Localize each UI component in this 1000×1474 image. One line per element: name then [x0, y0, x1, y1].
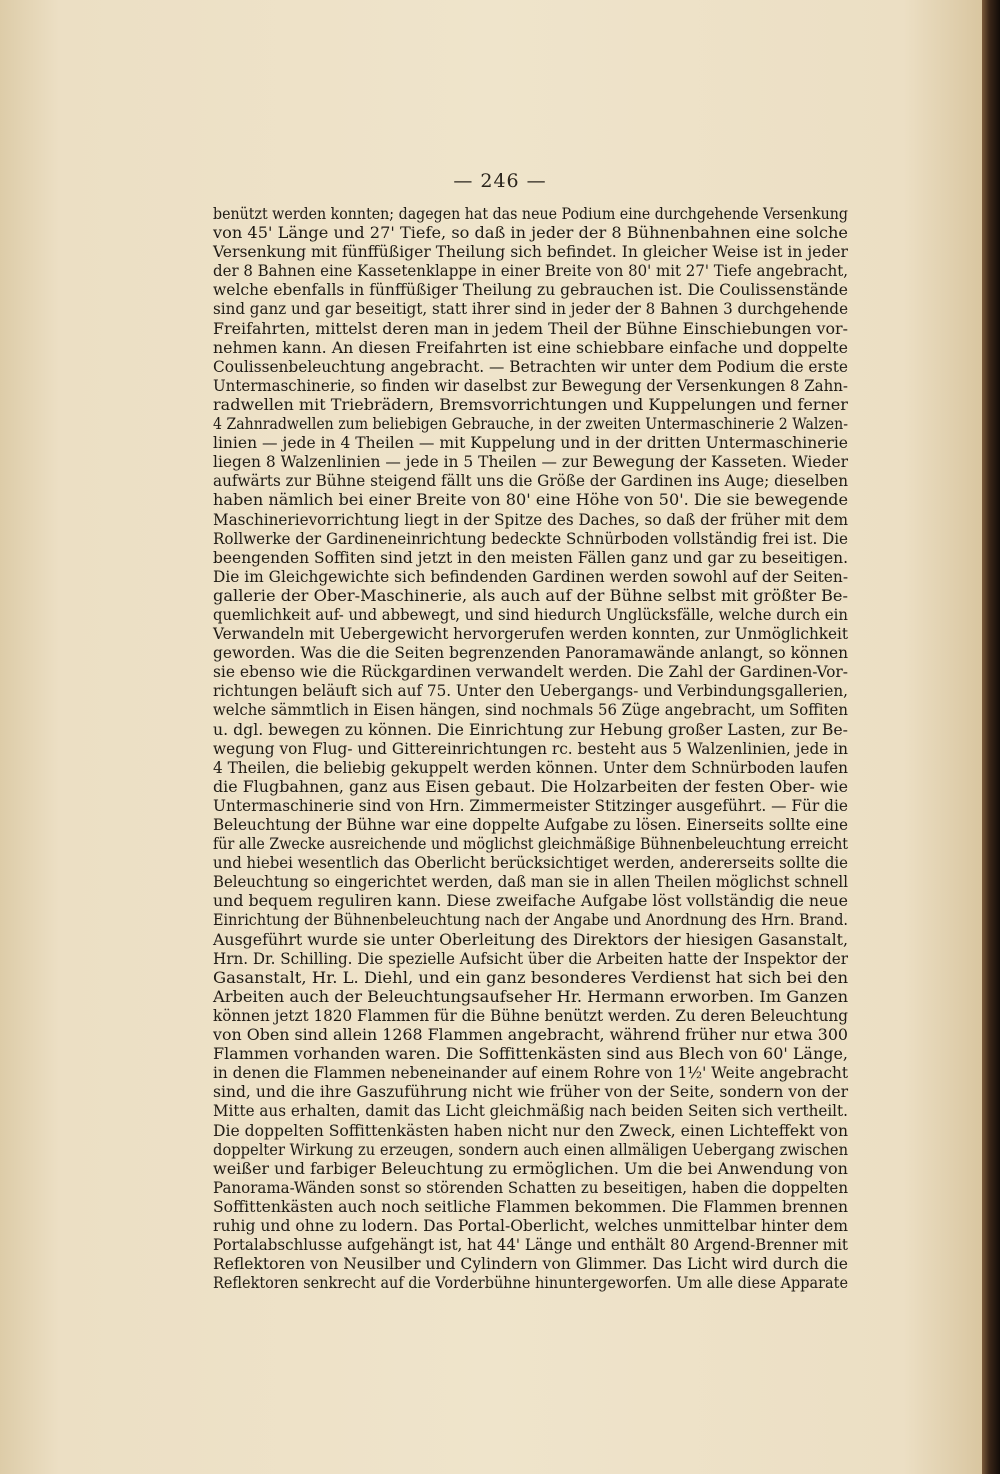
text-line: Die im Gleichgewichte sich befindenden Gardinen werden sowohl auf der Seiten- — [213, 566, 849, 586]
text-line: geworden. Was die die Seiten begrenzenden Panoramawände anlangt, so können — [213, 643, 849, 663]
text-line: welche ebenfalls in fünffüßiger Theilung zu gebrauchen ist. Die Coulissenständе — [213, 280, 848, 300]
text-line: Untermaschinerie sind von Hrn. Zimmermeister Stitzinger ausgeführt. — Für die — [213, 795, 849, 815]
text-line: Verwandeln mit Uebergewicht hervorgerufen werden konnten, zur Unmöglichkeit — [213, 624, 848, 644]
text-line: die Flugbahnen, ganz aus Eisen gebaut. Die Holzarbeiten der festen Ober- wie — [213, 776, 848, 796]
text-line: Freifahrten, mittelst deren man in jedem Theil der Bühne Einschiebungen vor- — [213, 318, 849, 338]
text-line: Beleuchtung der Bühne war eine doppelte Aufgabe zu lösen. Einerseits sollte eine — [213, 815, 849, 834]
text-line: Beleuchtung so eingerichtet werden, daß man sie in allen Theilen möglichst schnell — [213, 872, 848, 892]
text-line: Rollwerke der Gardineneinrichtung bedeckte Schnürboden vollständig frei ist. Die — [213, 528, 849, 548]
text-line: sind ganz und gar beseitigt, statt ihrer sind in jeder der 8 Bahnen 3 durchgehende — [213, 299, 849, 319]
text-line: Reflektoren senkrecht auf die Vorderbühne hinuntergeworfen. Um alle diese Apparate — [213, 1273, 849, 1293]
text-line: in denen die Flammen nebeneinander auf einem Rohre von 1½' Weite angebracht — [213, 1063, 848, 1083]
text-line: Panorama-Wänden sonst so störenden Schatten zu beseitigen, haben die doppelten — [213, 1177, 849, 1197]
text-line: Portalabschlusse aufgehängt ist, hat 44' Länge und enthält 80 Argend-Brenner mit — [213, 1235, 849, 1255]
text-line: Versenkung mit fünffüßiger Theilung sich befindet. In gleicher Weise ist in jeder — [213, 242, 848, 262]
text-line: weißer und farbiger Beleuchtung zu ermöglichen. Um die bei Anwendung von — [213, 1158, 848, 1178]
text-line: liegen 8 Walzenlinien — jede in 5 Theilen — zur Bewegung der Kasseten. Wieder — [213, 452, 849, 472]
text-line: nehmen kann. An diesen Freifahrten ist eine schiebbare einfache und doppelte — [213, 337, 849, 357]
text-line: von 45' Länge und 27' Tiefe, so daß in jeder der 8 Bühnenbahnen eine solche — [213, 223, 848, 243]
text-line: beengenden Soffiten sind jetzt in den meisten Fällen ganz und gar zu beseitigen. — [213, 547, 848, 567]
text-line: quemlichkeit auf- und abbewegt, und sind hiedurch Unglücksfälle, welche durch ein — [213, 604, 848, 624]
text-line: Arbeiten auch der Beleuchtungsaufseher Hr. Hermann erworben. Im Ganzen — [213, 986, 849, 1006]
text-line: und bequem reguliren kann. Diese zweifache Aufgabe löst vollständig die neue — [213, 891, 848, 911]
body-text — [213, 204, 848, 1292]
text-line: wegung von Flug- und Gittereinrichtungen rc. besteht aus 5 Walzenlinien, jede in — [213, 738, 849, 758]
text-line: haben nämlich bei einer Breite von 80' eine Höhe von 50'. Die sie bewegende — [213, 490, 849, 510]
text-line: richtungen beläuft sich auf 75. Unter den Uebergangs- und Verbindungsgallerien, — [213, 681, 848, 701]
text-line: Untermaschinerie, so finden wir daselbst zur Bewegung der Versenkungen 8 Zahn- — [213, 375, 848, 395]
text-line: Die doppelten Soffittenkästen haben nicht nur den Zweck, einen Lichteffekt von — [213, 1120, 848, 1140]
text-line: für alle Zwecke ausreichende und möglichst gleichmäßige Bühnenbeleuchtung erreicht — [213, 834, 849, 854]
text-line: welche sämmtlich in Eisen hängen, sind nochmals 56 Züge angebracht, um Soffiten — [213, 700, 848, 720]
text-line: von Oben sind allein 1268 Flammen angebracht, während früher nur etwa 300 — [213, 1025, 849, 1045]
text-line: Gasanstalt, Hr. L. Diehl, und ein ganz besonderes Verdienst hat sich bei den — [213, 967, 849, 987]
text-line: Flammen vorhanden waren. Die Soffittenkästen sind aus Blech von 60' Länge, — [213, 1044, 848, 1064]
text-line: gallerie der Ober-Maschinerie, als auch auf der Bühne selbst mit größter Be- — [213, 585, 848, 605]
text-line: Hrn. Dr. Schilling. Die spezielle Aufsicht über die Arbeiten hatte der Inspektor der — [213, 948, 848, 968]
text-line: 4 Theilen, die beliebig gekuppelt werden können. Unter dem Schnürboden laufen — [213, 757, 849, 777]
text-line: radwellen mit Triebrädern, Bremsvorrichtungen und Kuppelungen und ferner — [213, 394, 848, 414]
text-line: 4 Zahnradwellen zum beliebigen Gebrauche, in der zweiten Untermaschinerie 2 Walzen- — [213, 414, 848, 434]
text-line: der 8 Bahnen eine Kassetenklappe in einer Breite von 80' mit 27' Tiefe angebracht, — [213, 261, 849, 281]
text-line: sie ebenso wie die Rückgardinen verwandelt werden. Die Zahl der Gardinen-Vor- — [213, 662, 849, 682]
text-line: Coulissenbeleuchtung angebracht. — Betrachten wir unter dem Podium die erste — [213, 356, 848, 376]
text-line: doppelter Wirkung zu erzeugen, sondern auch einen allmäligen Uebergang zwischen — [213, 1139, 849, 1159]
text-line: u. dgl. bewegen zu können. Die Einrichtung zur Hebung großer Lasten, zur Be- — [213, 719, 848, 739]
text-line: Mitte aus erhalten, damit das Licht gleichmäßig nach beiden Seiten sich vertheilt. — [213, 1101, 848, 1121]
text-line: und hiebei wesentlich das Oberlicht berücksichtiget werden, andererseits sollte die — [213, 853, 849, 873]
text-line: Maschinerievorrichtung liegt in der Spitze des Daches, so daß der früher mit dem — [213, 509, 849, 529]
text-line: benützt werden konnten; dagegen hat das neue Podium eine durchgehende Versenkung — [213, 204, 848, 223]
book-spine-edge — [982, 0, 1000, 1474]
text-line: können jetzt 1820 Flammen für die Bühne benützt werden. Zu deren Beleuchtung — [213, 1005, 848, 1025]
text-line: linien — jede in 4 Theilen — mit Kuppelung und in der dritten Untermaschinerie — [213, 433, 848, 453]
page-number: — 246 — — [453, 170, 547, 192]
text-line: sind, und die ihre Gaszuführung nicht wie früher von der Seite, sondern von der — [213, 1082, 849, 1102]
text-line: Einrichtung der Bühnenbeleuchtung nach der Angabe und Anordnung des Hrn. Brand. — [213, 910, 849, 930]
text-line: Ausgeführt wurde sie unter Oberleitung des Direktors der hiesigen Gasanstalt, — [213, 929, 849, 949]
text-line: ruhig und ohne zu lodern. Das Portal-Oberlicht, welches unmittelbar hinter dem — [213, 1215, 849, 1235]
text-line: Reflektoren von Neusilber und Cylindern von Glimmer. Das Licht wird durch die — [213, 1254, 848, 1274]
text-line: aufwärts zur Bühne steigend fällt uns die Größe der Gardinen ins Auge; dieselben — [213, 471, 849, 491]
text-line: Soffittenkästen auch noch seitliche Flammen bekommen. Die Flammen brennen — [213, 1196, 849, 1216]
